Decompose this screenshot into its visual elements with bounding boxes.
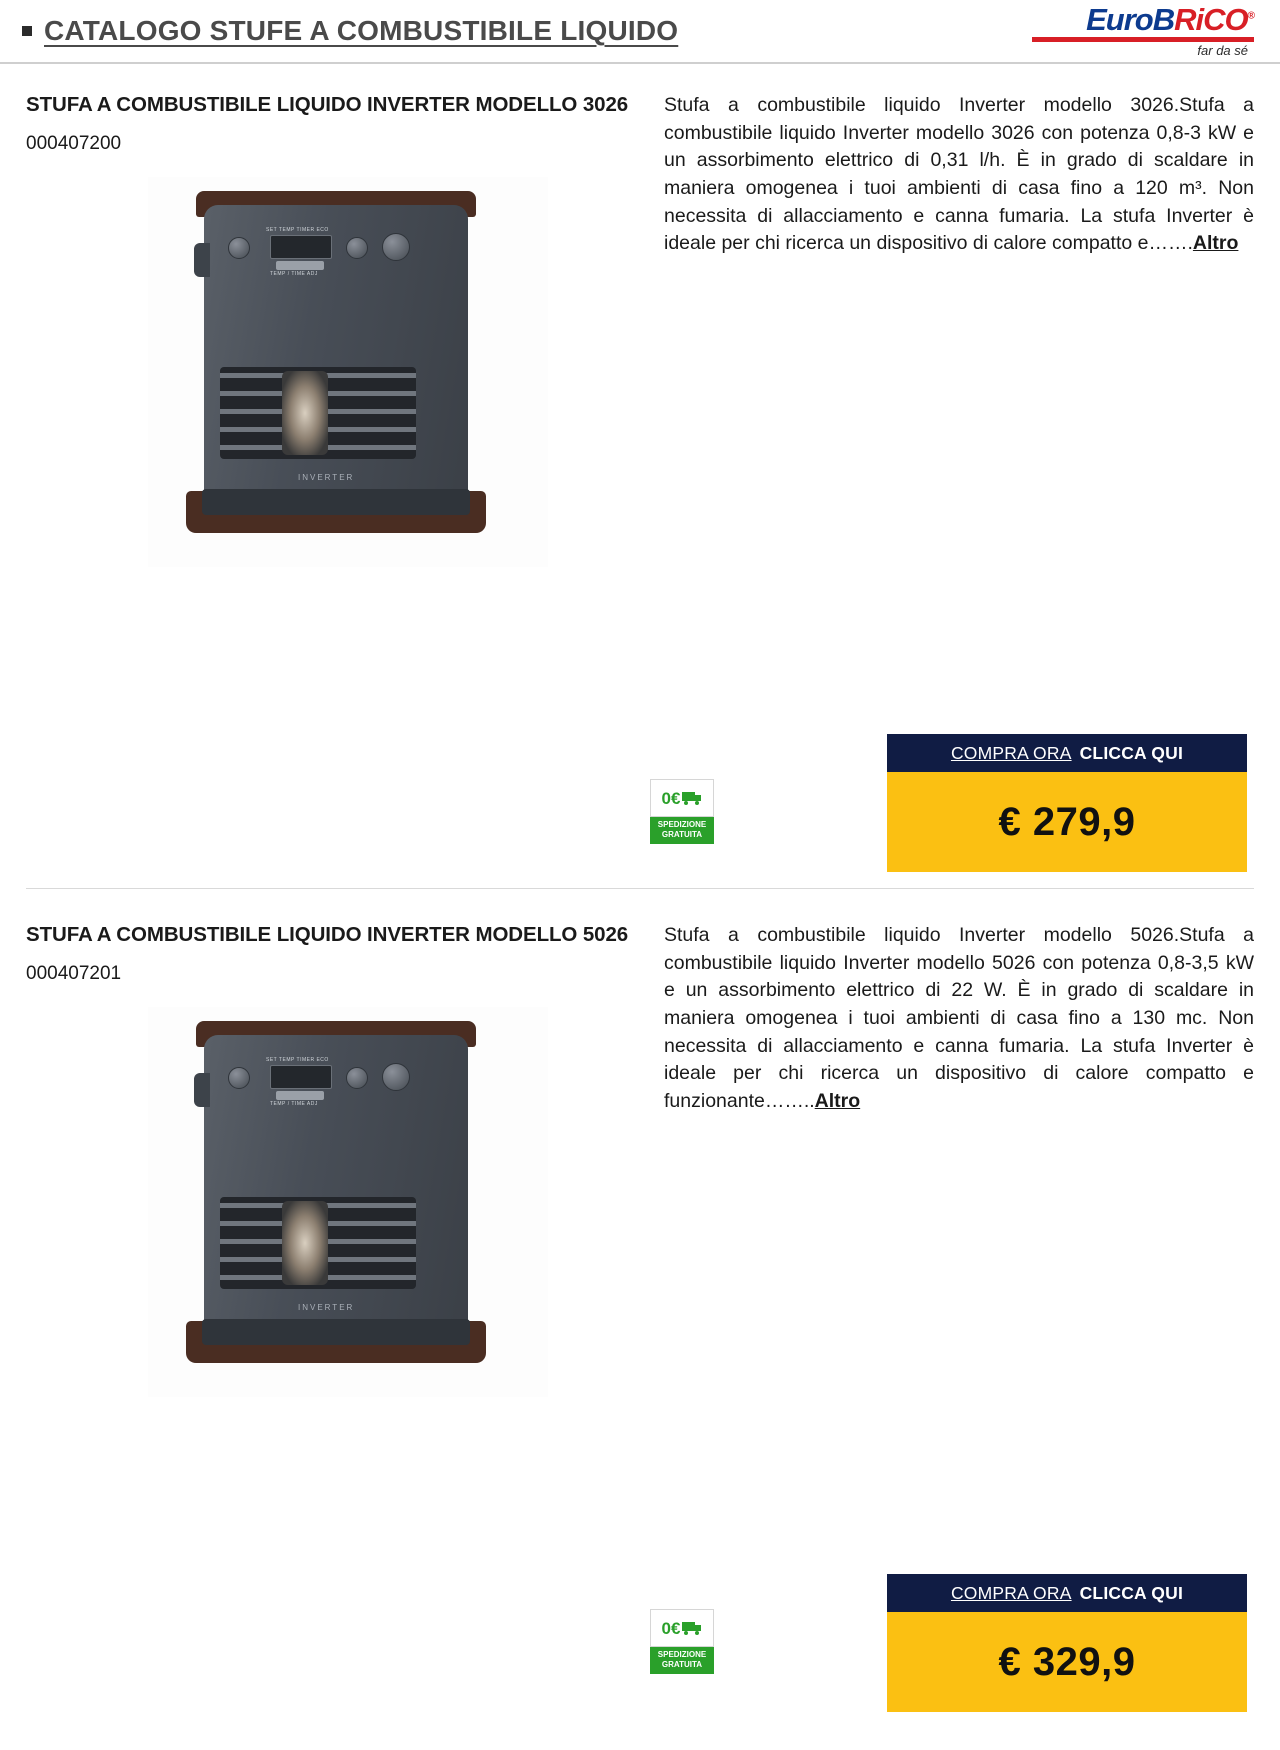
stove-knob-mid-icon <box>346 1067 368 1089</box>
free-shipping-text <box>650 817 714 844</box>
product-title: STUFA A COMBUSTIBILE LIQUIDO INVERTER MODELLO 3026 <box>26 93 629 116</box>
read-more-link[interactable]: Altro <box>814 1090 861 1113</box>
stove-illustration <box>186 1021 486 1376</box>
stove-knob-right-icon <box>382 233 410 261</box>
stove-illustration <box>186 191 486 546</box>
product-image <box>148 1007 548 1397</box>
section-divider <box>26 888 1254 889</box>
buy-box <box>887 734 1247 872</box>
product-description-text: Stufa a combustibile liquido Inverter modello 5026.Stufa a combustibile liquido Inverter modello 5026 con potenza 0,8-3,5 kW e un assorbimento elettrico di 22 W. È in grado di scaldare in maniera omogenea i tuoi ambienti di casa fino a 130 mc. Non necessita di allacciamento e canna fumaria. La stufa Inverter è ideale per chi ricerca un dispositivo di calore compatto e funzionante…….. <box>664 924 1254 1113</box>
shipping-amount: 0€ <box>661 1618 681 1638</box>
free-shipping-icon <box>650 1609 714 1647</box>
product-card <box>0 894 1280 1724</box>
shipping-amount: 0€ <box>661 788 681 808</box>
buy-box <box>887 1574 1247 1712</box>
stove-base-inner <box>202 489 470 515</box>
truck-icon <box>682 791 702 805</box>
truck-icon <box>682 1621 702 1635</box>
free-shipping-icon <box>650 779 714 817</box>
page-title: CATALOGO STUFE A COMBUSTIBILE LIQUIDO <box>44 15 679 46</box>
panel-bottom-label: TEMP / TIME ADJ <box>270 1100 318 1107</box>
product-right-column <box>646 894 1254 1397</box>
product-card <box>0 64 1280 894</box>
stove-base-inner <box>202 1319 470 1345</box>
brand-underline <box>1032 37 1254 42</box>
free-shipping-badge <box>650 779 714 844</box>
stove-button-row <box>276 1091 324 1100</box>
stove-knob-mid-icon <box>346 237 368 259</box>
shipping-line-2: GRATUITA <box>661 830 703 839</box>
stove-side-knob-icon <box>194 1073 210 1107</box>
product-description <box>664 894 1254 1116</box>
product-code: 000407201 <box>26 962 122 984</box>
product-right-column <box>646 64 1254 567</box>
product-image <box>148 177 548 567</box>
product-description <box>664 64 1254 258</box>
stove-brand-label: INVERTER <box>298 1302 355 1312</box>
stove-flame-window <box>282 371 328 455</box>
buy-cta-prefix: COMPRA ORA <box>950 1582 1072 1603</box>
registered-mark-icon: ® <box>1247 10 1254 22</box>
stove-knob-left-icon <box>228 237 250 259</box>
panel-top-label: SET TEMP TIMER ECO <box>266 226 329 233</box>
read-more-link[interactable]: Altro <box>1192 232 1239 255</box>
page-header <box>0 0 1280 64</box>
shipping-line-1: SPEDIZIONE <box>657 1650 707 1659</box>
buy-cta-main: CLICCA QUI <box>1079 1582 1184 1603</box>
product-code: 000407200 <box>26 132 122 154</box>
brand-text-euro: Euro <box>1086 2 1153 37</box>
product-left-column <box>26 894 646 1397</box>
product-price: € 279,9 <box>887 772 1247 872</box>
panel-top-label: SET TEMP TIMER ECO <box>266 1056 329 1063</box>
brand-tagline: far da sé <box>1197 43 1248 58</box>
buy-now-button[interactable] <box>887 734 1247 772</box>
buy-now-button[interactable] <box>887 1574 1247 1612</box>
stove-side-knob-icon <box>194 243 210 277</box>
brand-text-rico: RiCO <box>1174 2 1248 37</box>
panel-bottom-label: TEMP / TIME ADJ <box>270 270 318 277</box>
product-price: € 329,9 <box>887 1612 1247 1712</box>
brand-text-b: B <box>1152 2 1175 37</box>
stove-grille <box>220 367 416 459</box>
free-shipping-badge <box>650 1609 714 1674</box>
product-description-text: Stufa a combustibile liquido Inverter modello 3026.Stufa a combustibile liquido Inverter modello 3026 con potenza 0,8-3 kW e un assorbimento elettrico di 0,31 l/h. È in grado di scaldare in maniera omogenea i tuoi ambienti di casa fino a 120 m³. Non necessita di allacciamento e canna fumaria. La stufa Inverter è ideale per chi ricerca un dispositivo di calore compatto e……. <box>664 94 1254 255</box>
free-shipping-text <box>650 1647 714 1674</box>
product-left-column <box>26 64 646 567</box>
stove-control-panel <box>214 1055 422 1107</box>
product-title: STUFA A COMBUSTIBILE LIQUIDO INVERTER MODELLO 5026 <box>26 923 629 946</box>
stove-display <box>270 1065 332 1089</box>
stove-knob-right-icon <box>382 1063 410 1091</box>
buy-cta-main: CLICCA QUI <box>1079 742 1184 763</box>
shipping-line-2: GRATUITA <box>661 1660 703 1669</box>
buy-cta-prefix: COMPRA ORA <box>950 742 1072 763</box>
shipping-line-1: SPEDIZIONE <box>657 820 707 829</box>
stove-display <box>270 235 332 259</box>
stove-brand-label: INVERTER <box>298 472 355 482</box>
eurobrico-logo <box>1032 4 1254 57</box>
stove-knob-left-icon <box>228 1067 250 1089</box>
stove-flame-window <box>282 1201 328 1285</box>
stove-button-row <box>276 261 324 270</box>
stove-grille <box>220 1197 416 1289</box>
square-bullet-icon <box>22 26 32 36</box>
stove-control-panel <box>214 225 422 277</box>
